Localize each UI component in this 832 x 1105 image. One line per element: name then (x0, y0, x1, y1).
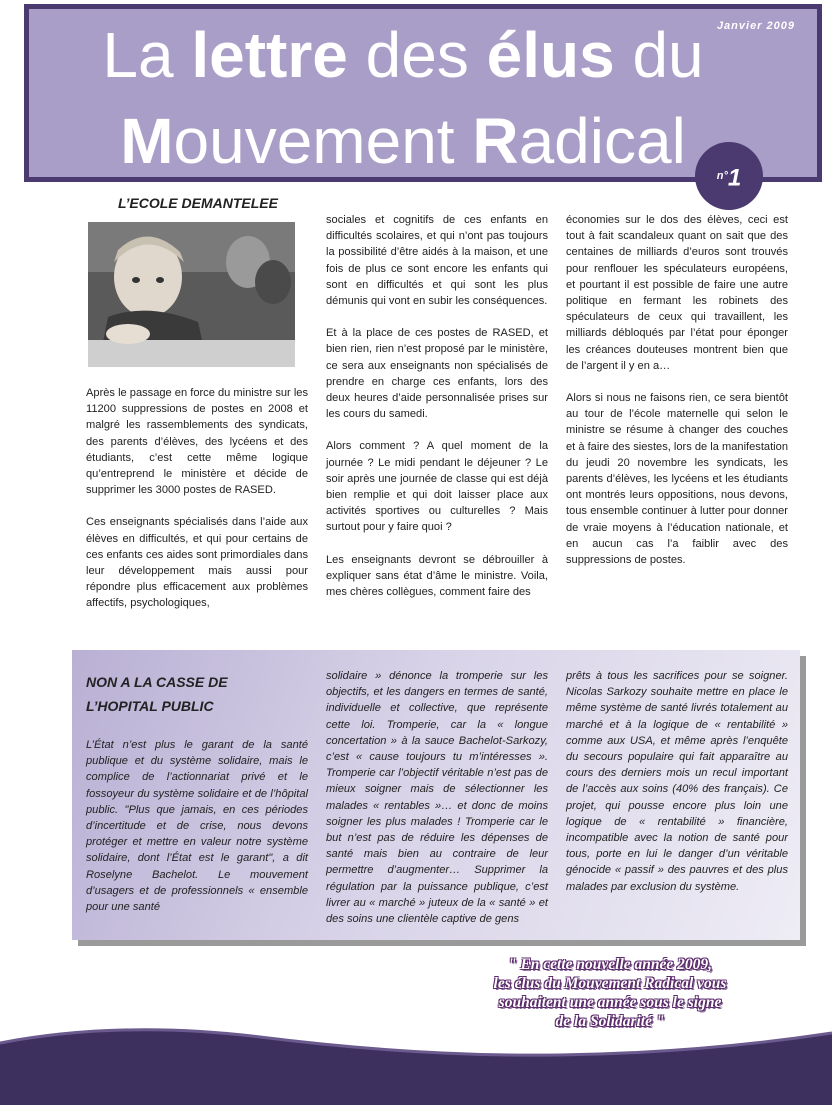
article1-column-2 (326, 212, 548, 616)
title-word: du (614, 19, 704, 91)
paragraph: Alors si nous ne faisons rien, ce sera bientôt au tour de l’école maternelle qui selon le ministre se résume à changer des couches et à faire des siestes, lors de la manifestation du jeudi 20 novembre les syndicats, les parents d’élèves, les lycéens et les étudiants ont montrés leurs oppositions, nous devons, tous ensemble continuer à lutter pour donner de vraie moyens à l’éducation nationale, et en aucun cas l’a faiblir avec des suppressions de postes. (566, 392, 788, 567)
article2-column-3: prêts à tous les sacrifices pour se soigner. Nicolas Sarkozy souhaite mettre en place le même système de santé livrés totalement au marché et à la logique de « rentabilité » comme aux USA, et même après l’enquête du secours populaire qui fait apparaître au cours des derniers mois un recul important de l’accès aux soins (40% des français). Ce projet, qui pousse encore plus loin une logique de « rentabilité » financière, incompatible avec la notion de santé pour tous, porte en lui le danger d’un véritable génocide « passif » des pauvres et des plus malades par exclusion du système. (566, 670, 788, 893)
article-heading-hospital (86, 670, 306, 718)
paragraph: Ces enseignants spécialisés dans l’aide aux élèves en difficultés, et qui pour certains de ces enfants ces aides sont primordiales dans leur développement mais aussi pour répondre plus efficacement aux problèmes affectifs, psychologiques, (86, 516, 308, 610)
article2-column-2: solidaire » dénonce la tromperie sur les objectifs, et les dangers en termes de santé, individuelle et collective, que représente cette loi. Tromperie, car la « longue concertation » à la sauce Bachelot-Sarkozy, c’est « cause toujours tu m’intéresses ». Tromperie car l’objectif véritable n’est pas de mieux soigner mais de sélectionner les malades « rentables »… et donc de moins soigner les plus malades ! Tromperie car le but n’est pas de réduire les dépenses de santé mais bien au contraire de leur permettre d’augmenter… Supprimer la régulation par la puissance publique, c’est livrer au « marché » juteux de la « santé » et des soins une clientèle captive de gens (326, 670, 548, 926)
issue-number: 1 (727, 164, 742, 192)
footer-wave-decoration (0, 1015, 832, 1105)
article1-column-1 (86, 385, 308, 628)
paragraph: Et à la place de ces postes de RASED, et bien rien, rien n’est proposé par le ministère, ce sera aux enseignants non spécialisés de prendre en charge ces enfants, lors des deux heures d’aide personnalisée prises sur les cours du samedi. (326, 327, 548, 421)
issue-date: Janvier 2009 (716, 20, 795, 32)
paragraph: Après le passage en force du ministre sur les 11200 suppressions de postes en 2008 et malgré les rassemblements des syndicats, des parents d’élèves, des lycéens et des étudiants, c’est cette même logique qu’entreprend le ministère et décide de supprimer les 3000 postes de RASED. (86, 387, 308, 497)
issue-number-badge (695, 142, 763, 210)
wishes-line: " En cette nouvelle année 2009, (507, 956, 713, 973)
wishes-line: souhaitent une année sous le signe (498, 994, 722, 1011)
article2-column-1: L’État n’est plus le garant de la santé publique et du système solidaire, mais le complice de l’actionnariat privé et le fossoyeur du système solidaire et de l’hôpital public. "Plus que jamais, en ces périodes d’incertitude et de crise, nous devons protéger et mettre en valeur notre système solidaire, dont l’État est le garant", a dit Roselyne Bachelot. Le mouvement d’usagers et de professionnels « ensemble pour une santé (86, 739, 308, 914)
title-word-bold: lettre (191, 19, 348, 91)
classroom-photo-illustration (88, 222, 295, 367)
title-word: ouvement (173, 105, 473, 177)
wishes-line: de la Solidarité " (555, 1013, 665, 1030)
title-initial: R (472, 105, 519, 177)
title-line-1 (9, 19, 797, 91)
paragraph: Alors comment ? A quel moment de la journée ? Le midi pendant le déjeuner ? Le soir après une journée de classe qui est déjà bien remplie et qui doit laisser place aux activités sportives ou culturelles ? Mais surtout pour y faire quoi ? (326, 440, 548, 534)
title-word-bold: élus (486, 19, 615, 91)
title-initial: M (120, 105, 174, 177)
paragraph: économies sur le dos des élèves, ceci est tout à fait scandaleux quant on sait que des centaines de milliards d’euros sont trouvés pour renflouer les spéculateurs européens, et pourtant il est possible de faire une autre politique en fermant les robinets des spéculateurs de ceux qui travaillent, les milliards débloqués par l’état pour éponger les créances douteuses montrent bien que de l’argent il y en a… (566, 214, 788, 372)
paragraph: Les enseignants devront se débrouiller à expliquer sans état d’âme le ministre. Voila, mes chères collègues, comment faire des (326, 553, 548, 599)
wishes-line: les élus du Mouvement Radical vous (493, 975, 727, 992)
article1-column-3 (566, 212, 788, 584)
heading-line: L’HOPITAL PUBLIC (86, 698, 214, 714)
title-line-2 (9, 105, 797, 177)
issue-prefix: n° (716, 170, 728, 182)
title-word: La (102, 19, 192, 91)
article-heading-school: L’ECOLE DEMANTELEE (118, 195, 278, 211)
title-word: des (347, 19, 487, 91)
classroom-photo (88, 222, 295, 367)
title-word: adical (518, 105, 686, 177)
paragraph: sociales et cognitifs de ces enfants en difficultés scolaires, et qui n’ont pas toujours la possibilité d’être aidés à la maison, et une fois de plus ce sont encore les enfants qui sont en difficultés et qui sont les plus démunis qui vont en subir les conséquences. (326, 214, 548, 308)
heading-line: NON A LA CASSE DE (86, 674, 228, 690)
